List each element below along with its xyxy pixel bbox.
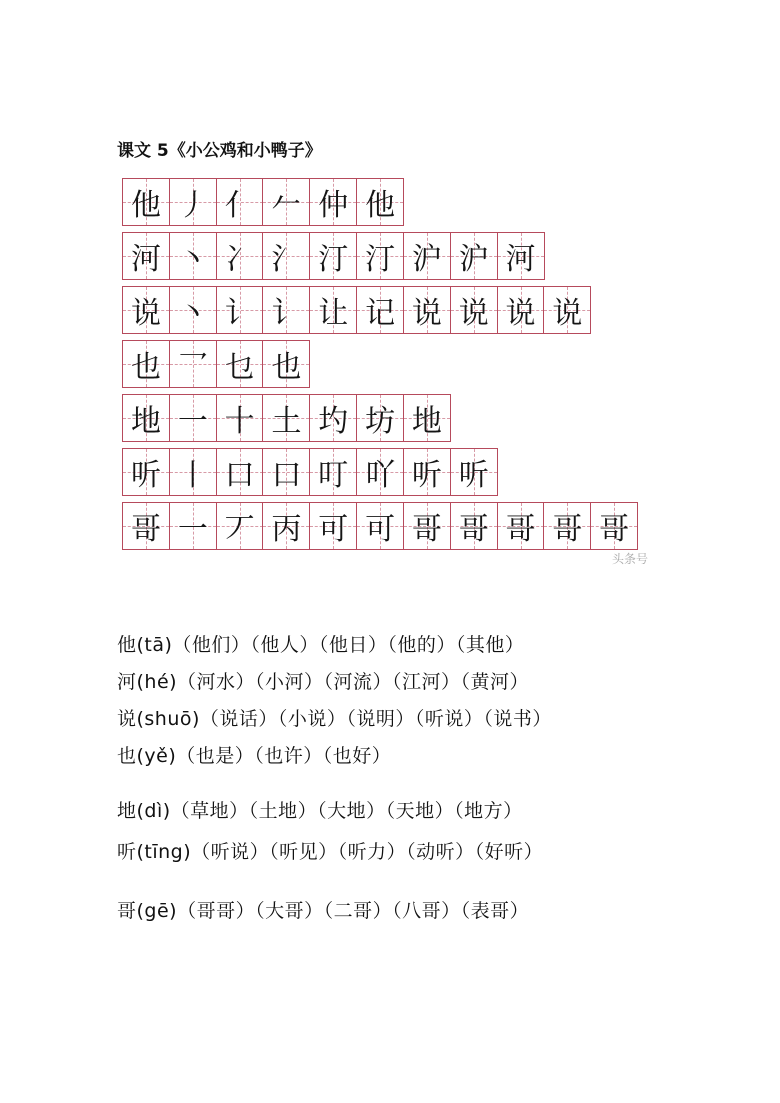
stroke-cell: 也 — [122, 340, 170, 388]
stroke-cell: 口 — [262, 448, 310, 496]
stroke-cell: 可 — [309, 502, 357, 550]
stroke-cell: 听 — [122, 448, 170, 496]
stroke-cell: 圴 — [309, 394, 357, 442]
stroke-row-ting — [122, 448, 637, 496]
stroke-cell: 丨 — [169, 448, 217, 496]
vocab-line-ge: 哥(gē)（哥哥）（大哥）（二哥）（八哥）（表哥） — [117, 900, 530, 922]
stroke-cell: 说 — [122, 286, 170, 334]
stroke-row-ta — [122, 178, 637, 226]
stroke-row-shuo — [122, 286, 637, 334]
stroke-cell: 冫 — [216, 232, 264, 280]
lesson-title: 课文 5《小公鸡和小鸭子》 — [117, 141, 322, 161]
stroke-cell: 哥 — [450, 502, 498, 550]
vocab-line-he: 河(hé)（河水）（小河）（河流）（江河）（黄河） — [117, 671, 530, 693]
stroke-row-ge — [122, 502, 637, 550]
stroke-cell: 河 — [497, 232, 545, 280]
vocab-line-ting: 听(tīng)（听说）（听见）（听力）（动听）（好听） — [117, 841, 544, 863]
stroke-cell: 十 — [216, 394, 264, 442]
stroke-row-ye — [122, 340, 637, 388]
stroke-cell: 哥 — [497, 502, 545, 550]
stroke-cell: 也 — [262, 340, 310, 388]
stroke-cell: 地 — [122, 394, 170, 442]
stroke-cell: 汀 — [309, 232, 357, 280]
stroke-cell: 河 — [122, 232, 170, 280]
vocab-line-ta: 他(tā)（他们）（他人）（他日）（他的）（其他） — [117, 634, 525, 656]
watermark: 头条号 — [612, 552, 649, 566]
stroke-cell: 记 — [356, 286, 404, 334]
stroke-cell: 氵 — [262, 232, 310, 280]
stroke-cell: 哥 — [403, 502, 451, 550]
stroke-cell: 说 — [403, 286, 451, 334]
stroke-cell: 汀 — [356, 232, 404, 280]
stroke-cell: 他 — [122, 178, 170, 226]
stroke-cell: 坊 — [356, 394, 404, 442]
stroke-cell: 乛 — [169, 340, 217, 388]
stroke-cell: 乜 — [216, 340, 264, 388]
stroke-cell: 可 — [356, 502, 404, 550]
stroke-cell: 听 — [450, 448, 498, 496]
stroke-cell: 哥 — [543, 502, 591, 550]
stroke-cell: 吖 — [356, 448, 404, 496]
vocab-line-ye: 也(yě)（也是）（也许）（也好） — [117, 745, 392, 767]
stroke-cell: 沪 — [450, 232, 498, 280]
stroke-cell: 叮 — [309, 448, 357, 496]
stroke-order-grid — [122, 178, 637, 556]
stroke-cell: 听 — [403, 448, 451, 496]
vocab-line-shuo: 说(shuō)（说话）（小说）（说明）（听说）（说书） — [117, 708, 552, 730]
stroke-cell: 亻 — [216, 178, 264, 226]
stroke-cell: 说 — [543, 286, 591, 334]
vocab-line-di: 地(dì)（草地）（土地）（大地）（天地）（地方） — [117, 800, 523, 822]
stroke-cell: 𠂉 — [262, 178, 310, 226]
stroke-cell: 口 — [216, 448, 264, 496]
stroke-cell: 丶 — [169, 286, 217, 334]
stroke-cell: 讠 — [262, 286, 310, 334]
stroke-cell: 丶 — [169, 232, 217, 280]
stroke-cell: 说 — [450, 286, 498, 334]
stroke-cell: 土 — [262, 394, 310, 442]
stroke-row-he — [122, 232, 637, 280]
stroke-cell: 一 — [169, 502, 217, 550]
stroke-cell: 丆 — [216, 502, 264, 550]
stroke-cell: 一 — [169, 394, 217, 442]
stroke-cell: 仲 — [309, 178, 357, 226]
stroke-cell: 他 — [356, 178, 404, 226]
stroke-cell: 丿 — [169, 178, 217, 226]
stroke-cell: 哥 — [590, 502, 638, 550]
stroke-cell: 让 — [309, 286, 357, 334]
stroke-cell: 沪 — [403, 232, 451, 280]
stroke-cell: 地 — [403, 394, 451, 442]
stroke-cell: 丙 — [262, 502, 310, 550]
stroke-cell: 说 — [497, 286, 545, 334]
stroke-row-di — [122, 394, 637, 442]
stroke-cell: 讠 — [216, 286, 264, 334]
stroke-cell: 哥 — [122, 502, 170, 550]
